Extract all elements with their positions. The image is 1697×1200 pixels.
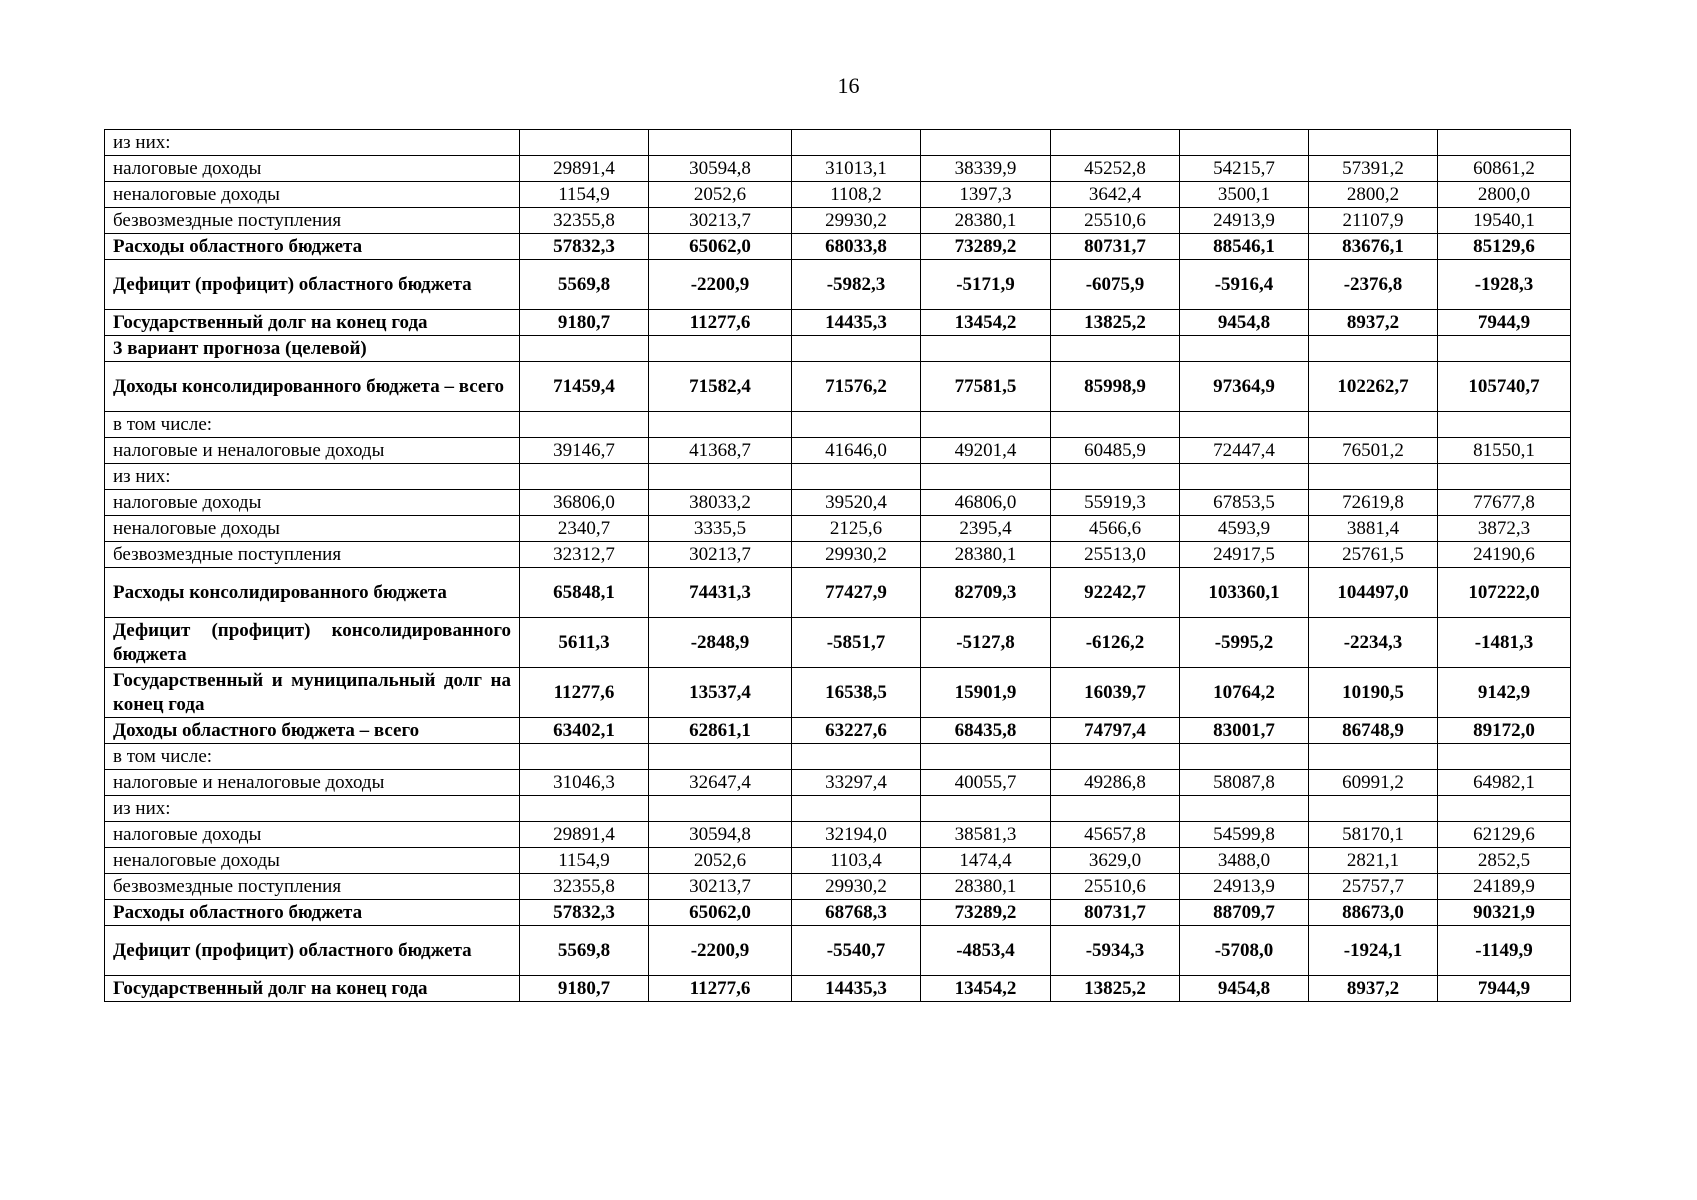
value-cell: 45252,8	[1051, 156, 1180, 182]
value-cell: 21107,9	[1309, 208, 1438, 234]
value-cell: 11277,6	[520, 668, 649, 718]
value-cell: 81550,1	[1438, 438, 1571, 464]
row-label: безвозмездные поступления	[105, 874, 520, 900]
value-cell	[1180, 412, 1309, 438]
value-cell: 24913,9	[1180, 208, 1309, 234]
value-cell: 57832,3	[520, 234, 649, 260]
table-row	[105, 568, 1571, 618]
value-cell: 25757,7	[1309, 874, 1438, 900]
value-cell: 9454,8	[1180, 976, 1309, 1002]
row-label: налоговые доходы	[105, 490, 520, 516]
value-cell	[1438, 796, 1571, 822]
row-label: налоговые и неналоговые доходы	[105, 770, 520, 796]
value-cell: 72447,4	[1180, 438, 1309, 464]
value-cell: -4853,4	[921, 926, 1051, 976]
row-label: налоговые доходы	[105, 822, 520, 848]
table-row	[105, 796, 1571, 822]
value-cell: 104497,0	[1309, 568, 1438, 618]
value-cell	[792, 796, 921, 822]
value-cell: 1108,2	[792, 182, 921, 208]
value-cell: -5171,9	[921, 260, 1051, 310]
value-cell	[1180, 744, 1309, 770]
value-cell: 5569,8	[520, 260, 649, 310]
value-cell: 24917,5	[1180, 542, 1309, 568]
row-label: Расходы областного бюджета	[105, 234, 520, 260]
value-cell: 57391,2	[1309, 156, 1438, 182]
row-label: безвозмездные поступления	[105, 208, 520, 234]
row-label: Доходы консолидированного бюджета – всего	[105, 362, 520, 412]
value-cell	[1438, 130, 1571, 156]
value-cell	[792, 464, 921, 490]
row-label: Государственный долг на конец года	[105, 976, 520, 1002]
table-row	[105, 490, 1571, 516]
value-cell: 38581,3	[921, 822, 1051, 848]
value-cell: 54599,8	[1180, 822, 1309, 848]
value-cell: 8937,2	[1309, 310, 1438, 336]
value-cell: 13825,2	[1051, 976, 1180, 1002]
value-cell: 24190,6	[1438, 542, 1571, 568]
value-cell: 76501,2	[1309, 438, 1438, 464]
value-cell: 2800,2	[1309, 182, 1438, 208]
value-cell: 89172,0	[1438, 718, 1571, 744]
value-cell: 29930,2	[792, 874, 921, 900]
value-cell: 5611,3	[520, 618, 649, 668]
value-cell: 60991,2	[1309, 770, 1438, 796]
value-cell: 2340,7	[520, 516, 649, 542]
value-cell: 14435,3	[792, 310, 921, 336]
budget-forecast-table	[104, 129, 1571, 1002]
value-cell: 63227,6	[792, 718, 921, 744]
value-cell: 28380,1	[921, 874, 1051, 900]
value-cell: 82709,3	[921, 568, 1051, 618]
value-cell: 19540,1	[1438, 208, 1571, 234]
value-cell	[921, 796, 1051, 822]
table-row	[105, 848, 1571, 874]
value-cell: 25510,6	[1051, 874, 1180, 900]
value-cell	[520, 464, 649, 490]
value-cell: 15901,9	[921, 668, 1051, 718]
value-cell: -1149,9	[1438, 926, 1571, 976]
value-cell: 49286,8	[1051, 770, 1180, 796]
value-cell: 80731,7	[1051, 900, 1180, 926]
value-cell: 30594,8	[649, 822, 792, 848]
value-cell: 1154,9	[520, 182, 649, 208]
value-cell	[1051, 130, 1180, 156]
value-cell: -5540,7	[792, 926, 921, 976]
value-cell: 68768,3	[792, 900, 921, 926]
row-label: из них:	[105, 130, 520, 156]
value-cell: -6126,2	[1051, 618, 1180, 668]
value-cell: 40055,7	[921, 770, 1051, 796]
page-number: 16	[837, 73, 860, 98]
value-cell	[921, 130, 1051, 156]
value-cell: 14435,3	[792, 976, 921, 1002]
value-cell	[1438, 464, 1571, 490]
value-cell: 10190,5	[1309, 668, 1438, 718]
value-cell: 3335,5	[649, 516, 792, 542]
row-label: 3 вариант прогноза (целевой)	[105, 336, 520, 362]
value-cell: 65062,0	[649, 900, 792, 926]
value-cell: -1928,3	[1438, 260, 1571, 310]
value-cell: 77581,5	[921, 362, 1051, 412]
value-cell: 63402,1	[520, 718, 649, 744]
value-cell: -5982,3	[792, 260, 921, 310]
value-cell: 16538,5	[792, 668, 921, 718]
value-cell: 33297,4	[792, 770, 921, 796]
value-cell	[792, 130, 921, 156]
row-label: в том числе:	[105, 412, 520, 438]
table-row	[105, 438, 1571, 464]
table-row	[105, 542, 1571, 568]
value-cell: 77427,9	[792, 568, 921, 618]
value-cell: 9180,7	[520, 310, 649, 336]
value-cell	[649, 130, 792, 156]
value-cell: 30594,8	[649, 156, 792, 182]
value-cell: 90321,9	[1438, 900, 1571, 926]
value-cell: 88709,7	[1180, 900, 1309, 926]
value-cell: 62129,6	[1438, 822, 1571, 848]
value-cell: 1154,9	[520, 848, 649, 874]
table-row	[105, 260, 1571, 310]
value-cell: 31013,1	[792, 156, 921, 182]
value-cell	[1438, 336, 1571, 362]
value-cell: 73289,2	[921, 234, 1051, 260]
value-cell	[1180, 796, 1309, 822]
value-cell: 83676,1	[1309, 234, 1438, 260]
value-cell: 32647,4	[649, 770, 792, 796]
value-cell: 105740,7	[1438, 362, 1571, 412]
value-cell: 92242,7	[1051, 568, 1180, 618]
value-cell: 30213,7	[649, 874, 792, 900]
table-row	[105, 618, 1571, 668]
table-row	[105, 900, 1571, 926]
row-label: Дефицит (профицит) областного бюджета	[105, 260, 520, 310]
row-label: неналоговые доходы	[105, 848, 520, 874]
value-cell: 2052,6	[649, 848, 792, 874]
row-label: из них:	[105, 464, 520, 490]
table-row	[105, 668, 1571, 718]
value-cell: 41646,0	[792, 438, 921, 464]
value-cell: 68033,8	[792, 234, 921, 260]
value-cell: 32355,8	[520, 874, 649, 900]
value-cell	[1309, 796, 1438, 822]
value-cell: 68435,8	[921, 718, 1051, 744]
table-row	[105, 976, 1571, 1002]
value-cell: -2848,9	[649, 618, 792, 668]
value-cell: 72619,8	[1309, 490, 1438, 516]
value-cell: 88546,1	[1180, 234, 1309, 260]
value-cell: 9454,8	[1180, 310, 1309, 336]
value-cell: 4566,6	[1051, 516, 1180, 542]
row-label: Дефицит (профицит) областного бюджета	[105, 926, 520, 976]
value-cell: 13537,4	[649, 668, 792, 718]
value-cell: 9142,9	[1438, 668, 1571, 718]
row-label: налоговые и неналоговые доходы	[105, 438, 520, 464]
row-label: налоговые доходы	[105, 156, 520, 182]
row-label: Доходы областного бюджета – всего	[105, 718, 520, 744]
value-cell: 2800,0	[1438, 182, 1571, 208]
value-cell: 85129,6	[1438, 234, 1571, 260]
value-cell	[520, 130, 649, 156]
value-cell: 77677,8	[1438, 490, 1571, 516]
value-cell: 65062,0	[649, 234, 792, 260]
value-cell: 24189,9	[1438, 874, 1571, 900]
row-label: из них:	[105, 796, 520, 822]
value-cell: 3500,1	[1180, 182, 1309, 208]
table-row	[105, 744, 1571, 770]
value-cell: 2052,6	[649, 182, 792, 208]
value-cell	[649, 796, 792, 822]
value-cell: 32194,0	[792, 822, 921, 848]
value-cell: 64982,1	[1438, 770, 1571, 796]
value-cell: 9180,7	[520, 976, 649, 1002]
table-row	[105, 464, 1571, 490]
value-cell: 2852,5	[1438, 848, 1571, 874]
value-cell: 83001,7	[1180, 718, 1309, 744]
value-cell: 16039,7	[1051, 668, 1180, 718]
table-row	[105, 182, 1571, 208]
value-cell: 3642,4	[1051, 182, 1180, 208]
value-cell: -5708,0	[1180, 926, 1309, 976]
table-row	[105, 156, 1571, 182]
table-row	[105, 874, 1571, 900]
value-cell: 58087,8	[1180, 770, 1309, 796]
value-cell: 28380,1	[921, 208, 1051, 234]
value-cell	[921, 744, 1051, 770]
value-cell: 41368,7	[649, 438, 792, 464]
value-cell	[1309, 412, 1438, 438]
value-cell: -5934,3	[1051, 926, 1180, 976]
value-cell: 86748,9	[1309, 718, 1438, 744]
table-row	[105, 130, 1571, 156]
value-cell: 25513,0	[1051, 542, 1180, 568]
value-cell: 97364,9	[1180, 362, 1309, 412]
value-cell	[649, 464, 792, 490]
row-label: в том числе:	[105, 744, 520, 770]
value-cell	[649, 744, 792, 770]
value-cell: 29891,4	[520, 822, 649, 848]
value-cell: 7944,9	[1438, 310, 1571, 336]
value-cell: 3872,3	[1438, 516, 1571, 542]
value-cell: 60861,2	[1438, 156, 1571, 182]
value-cell: 7944,9	[1438, 976, 1571, 1002]
value-cell	[792, 336, 921, 362]
table-row	[105, 718, 1571, 744]
value-cell	[520, 412, 649, 438]
value-cell: 103360,1	[1180, 568, 1309, 618]
value-cell: 49201,4	[921, 438, 1051, 464]
value-cell	[1309, 744, 1438, 770]
value-cell: 54215,7	[1180, 156, 1309, 182]
value-cell: 8937,2	[1309, 976, 1438, 1002]
value-cell: 39520,4	[792, 490, 921, 516]
value-cell: 71576,2	[792, 362, 921, 412]
value-cell	[1180, 464, 1309, 490]
value-cell: 11277,6	[649, 976, 792, 1002]
value-cell	[1051, 336, 1180, 362]
value-cell: 3488,0	[1180, 848, 1309, 874]
value-cell: 5569,8	[520, 926, 649, 976]
value-cell: -5916,4	[1180, 260, 1309, 310]
value-cell: 30213,7	[649, 208, 792, 234]
value-cell: 2821,1	[1309, 848, 1438, 874]
value-cell: 38339,9	[921, 156, 1051, 182]
value-cell: 55919,3	[1051, 490, 1180, 516]
value-cell: 1474,4	[921, 848, 1051, 874]
table-row	[105, 208, 1571, 234]
value-cell	[1309, 336, 1438, 362]
table-row	[105, 412, 1571, 438]
value-cell: 13454,2	[921, 310, 1051, 336]
value-cell: 3629,0	[1051, 848, 1180, 874]
value-cell: 73289,2	[921, 900, 1051, 926]
value-cell	[1051, 464, 1180, 490]
value-cell: -2200,9	[649, 260, 792, 310]
value-cell	[1309, 464, 1438, 490]
value-cell	[792, 744, 921, 770]
value-cell: 74797,4	[1051, 718, 1180, 744]
row-label: Расходы областного бюджета	[105, 900, 520, 926]
value-cell: 29930,2	[792, 208, 921, 234]
value-cell: 25510,6	[1051, 208, 1180, 234]
value-cell: 3881,4	[1309, 516, 1438, 542]
table-row	[105, 822, 1571, 848]
row-label: Дефицит (профицит) консолидированного бюджета	[105, 618, 520, 668]
value-cell: 57832,3	[520, 900, 649, 926]
value-cell: 13454,2	[921, 976, 1051, 1002]
value-cell	[1180, 336, 1309, 362]
value-cell: 36806,0	[520, 490, 649, 516]
value-cell: -1924,1	[1309, 926, 1438, 976]
value-cell: 74431,3	[649, 568, 792, 618]
value-cell: 39146,7	[520, 438, 649, 464]
value-cell	[921, 336, 1051, 362]
value-cell: 2125,6	[792, 516, 921, 542]
value-cell: 85998,9	[1051, 362, 1180, 412]
value-cell: 1103,4	[792, 848, 921, 874]
value-cell: -5127,8	[921, 618, 1051, 668]
row-label: неналоговые доходы	[105, 182, 520, 208]
value-cell: 65848,1	[520, 568, 649, 618]
value-cell: 102262,7	[1309, 362, 1438, 412]
value-cell: 32312,7	[520, 542, 649, 568]
value-cell: 1397,3	[921, 182, 1051, 208]
value-cell: 28380,1	[921, 542, 1051, 568]
value-cell	[1051, 412, 1180, 438]
row-label: неналоговые доходы	[105, 516, 520, 542]
value-cell	[921, 412, 1051, 438]
value-cell	[1051, 796, 1180, 822]
value-cell	[1438, 744, 1571, 770]
value-cell: 24913,9	[1180, 874, 1309, 900]
value-cell	[520, 336, 649, 362]
row-label: Государственный долг на конец года	[105, 310, 520, 336]
value-cell: 67853,5	[1180, 490, 1309, 516]
value-cell: 32355,8	[520, 208, 649, 234]
table-row	[105, 310, 1571, 336]
value-cell: -2376,8	[1309, 260, 1438, 310]
value-cell: 71582,4	[649, 362, 792, 412]
value-cell	[792, 412, 921, 438]
value-cell: 88673,0	[1309, 900, 1438, 926]
value-cell: 30213,7	[649, 542, 792, 568]
value-cell: -5851,7	[792, 618, 921, 668]
value-cell: 46806,0	[921, 490, 1051, 516]
value-cell: -1481,3	[1438, 618, 1571, 668]
value-cell: -6075,9	[1051, 260, 1180, 310]
row-label: Государственный и муниципальный долг на конец года	[105, 668, 520, 718]
value-cell: 10764,2	[1180, 668, 1309, 718]
value-cell	[520, 744, 649, 770]
row-label: Расходы консолидированного бюджета	[105, 568, 520, 618]
value-cell: 25761,5	[1309, 542, 1438, 568]
value-cell	[921, 464, 1051, 490]
value-cell	[520, 796, 649, 822]
value-cell: 60485,9	[1051, 438, 1180, 464]
table-row	[105, 770, 1571, 796]
value-cell: 4593,9	[1180, 516, 1309, 542]
value-cell	[649, 336, 792, 362]
value-cell: 71459,4	[520, 362, 649, 412]
table-row	[105, 926, 1571, 976]
value-cell	[649, 412, 792, 438]
value-cell: 107222,0	[1438, 568, 1571, 618]
value-cell: 2395,4	[921, 516, 1051, 542]
table-row	[105, 516, 1571, 542]
value-cell: -2234,3	[1309, 618, 1438, 668]
table-row	[105, 336, 1571, 362]
value-cell: 38033,2	[649, 490, 792, 516]
value-cell: 11277,6	[649, 310, 792, 336]
value-cell: -5995,2	[1180, 618, 1309, 668]
value-cell	[1438, 412, 1571, 438]
value-cell: 45657,8	[1051, 822, 1180, 848]
table-row	[105, 362, 1571, 412]
value-cell: 58170,1	[1309, 822, 1438, 848]
value-cell	[1309, 130, 1438, 156]
value-cell	[1051, 744, 1180, 770]
value-cell: 13825,2	[1051, 310, 1180, 336]
value-cell	[1180, 130, 1309, 156]
value-cell: 29891,4	[520, 156, 649, 182]
value-cell: 29930,2	[792, 542, 921, 568]
value-cell: -2200,9	[649, 926, 792, 976]
value-cell: 31046,3	[520, 770, 649, 796]
value-cell: 80731,7	[1051, 234, 1180, 260]
table-row	[105, 234, 1571, 260]
table-body	[105, 130, 1571, 1002]
value-cell: 62861,1	[649, 718, 792, 744]
row-label: безвозмездные поступления	[105, 542, 520, 568]
